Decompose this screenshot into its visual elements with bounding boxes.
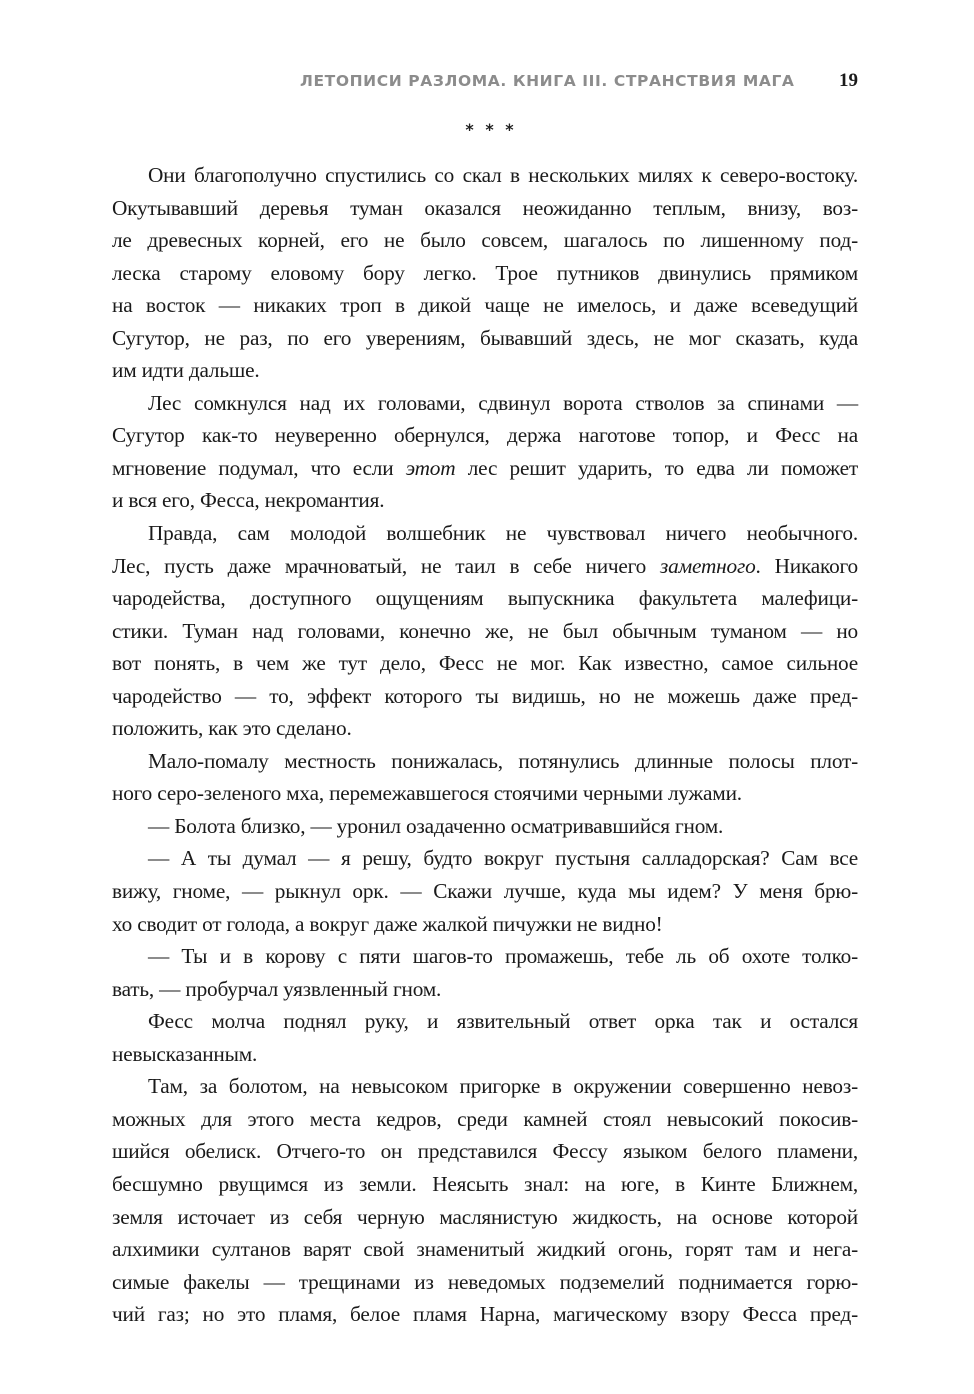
text-line: вать, — пробурчал уязвленный гном. <box>112 976 442 1001</box>
text-line: леска старому еловому бору легко. Трое путников двинулись прямиком <box>112 260 858 285</box>
text-line: шийся обелиск. Отчего-то он представился Фессу языком белого пламени, <box>112 1139 858 1164</box>
text-line: Фесс молча поднял руку, и язвительный ответ орка так и остался <box>148 1009 858 1034</box>
text-line: — Ты и в корову с пяти шагов-то промажешь, тебе ль об охоте толко- <box>148 944 858 969</box>
text-line: и вся его, Фесса, некромантия. <box>112 488 385 513</box>
text-line: ного серо-зеленого мха, перемежавшегося стоячими черными лужами. <box>112 781 742 806</box>
section-separator: * * * <box>465 120 517 139</box>
text-line: можных для этого места кедров, среди камней стоял невысокий покосив- <box>112 1106 858 1131</box>
text-line: Там, за болотом, на невысоком пригорке в окружении совершенно невоз- <box>148 1074 858 1099</box>
text-line: бесшумно рвущимся из земли. Неясыть знал: на юге, в Кинте Ближнем, <box>112 1171 858 1196</box>
text-line: чий газ; но это пламя, белое пламя Нарна, магическому взору Фесса пред- <box>112 1302 858 1327</box>
text-line: невысказанным. <box>112 1041 258 1066</box>
text-line: положить, как это сделано. <box>112 716 352 741</box>
text-line: ле древесных корней, его не было совсем, шагалось по лишенному под- <box>112 228 858 253</box>
text-line: Они благополучно спустились со скал в нескольких милях к северо-востоку. <box>148 163 858 187</box>
body-text <box>112 159 858 1331</box>
text-line: им идти дальше. <box>112 358 260 383</box>
text-line: на восток — никаких троп в дикой чаще не имелось, и даже всеведущий <box>112 293 858 318</box>
text-line: — А ты думал — я решу, будто вокруг пустыня салладорская? Сам все <box>148 846 858 871</box>
running-title: ЛЕТОПИСИ РАЗЛОМА. КНИГА III. СТРАНСТВИЯ МАГА <box>300 72 795 90</box>
text-line: Окутывавший деревья туман оказался неожиданно теплым, внизу, воз- <box>112 195 858 220</box>
text-line: чародейства, доступного ощущениям выпускника факультета малефици- <box>112 586 858 611</box>
running-head <box>300 70 858 96</box>
text-line: Лес сомкнулся над их головами, сдвинул ворота стволов за спинами — <box>148 390 858 415</box>
text-line: земля источает из себя черную маслянистую жидкость, на основе которой <box>112 1204 858 1229</box>
text-line: Сугутор как-то неуверенно обернулся, держа наготове топор, и Фесс на <box>112 423 858 448</box>
text-line: Лес, пусть даже мрачноватый, не таил в себе ничего заметного. Никакого <box>112 553 858 578</box>
text-line: мгновение подумал, что если этот лес решит ударить, то едва ли поможет <box>112 455 858 480</box>
text-line: вижу, гноме, — рыкнул орк. — Скажи лучше, куда мы идем? У меня брю- <box>112 879 858 904</box>
text-line: хо сводит от голода, а вокруг даже жалкой пичужки не видно! <box>112 911 663 936</box>
text-line: Мало-помалу местность понижалась, потянулись длинные полосы плот- <box>148 748 858 773</box>
page-number: 19 <box>839 70 858 91</box>
text-line: симые факелы — трещинами из неведомых подземелий поднимается горю- <box>112 1269 858 1294</box>
text-line: Сугутор, не раз, по его уверениям, бывавший здесь, не мог сказать, куда <box>112 325 858 350</box>
text-line: чародейство — то, эффект которого ты видишь, но не можешь даже пред- <box>112 683 858 708</box>
emphasized-word: заметного <box>660 553 756 578</box>
text-line: стики. Туман над головами, конечно же, не был обычным туманом — но <box>112 618 858 643</box>
text-line: алхимики султанов варят свой знаменитый жидкий огонь, горят там и нега- <box>112 1237 858 1262</box>
text-line: Правда, сам молодой волшебник не чувствовал ничего необычного. <box>148 521 858 546</box>
text-line: — Болота близко, — уронил озадаченно осматривавшийся гном. <box>148 813 724 838</box>
text-line: вот понять, в чем же тут дело, Фесс не мог. Как известно, самое сильное <box>112 651 858 676</box>
emphasized-word: этот <box>405 455 456 480</box>
